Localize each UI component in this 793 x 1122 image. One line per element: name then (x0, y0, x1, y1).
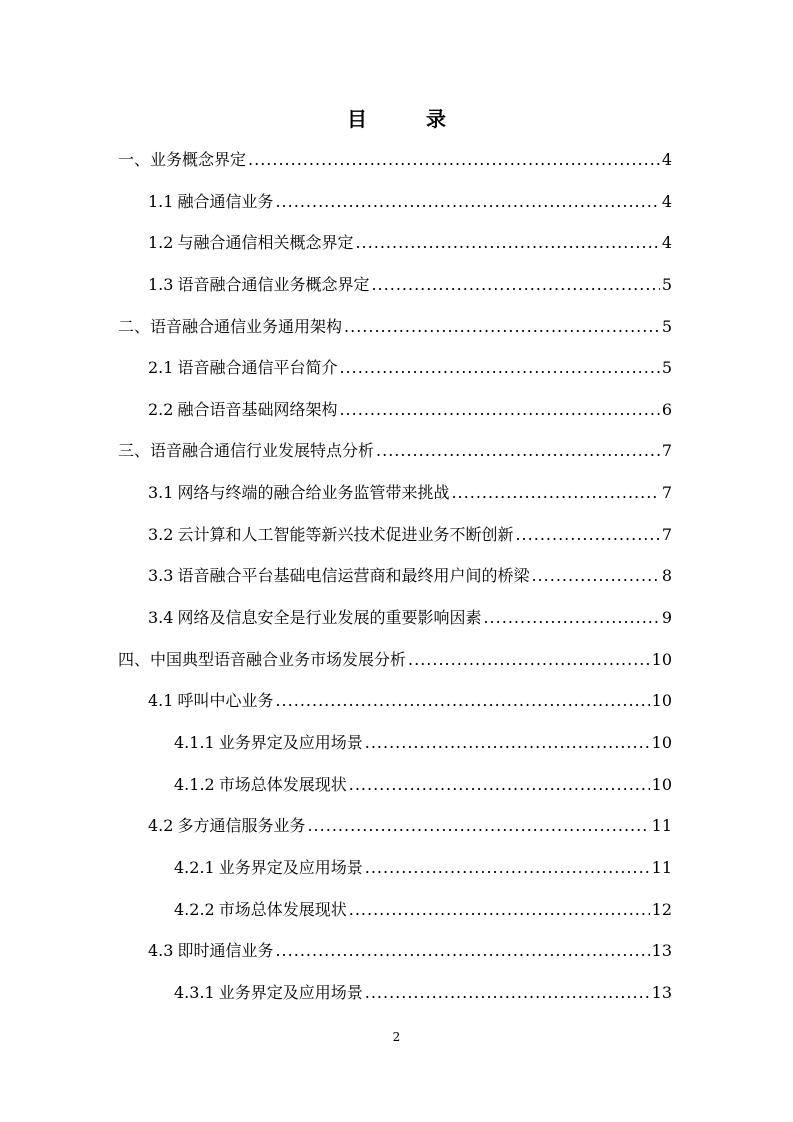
dot-leader (483, 597, 659, 639)
toc-entry[interactable] (118, 389, 672, 431)
dot-leader (515, 514, 659, 556)
dot-leader (365, 847, 650, 889)
toc-entry-page: 10 (651, 774, 672, 794)
dot-leader (349, 889, 650, 931)
toc-entry-number: 1.1 (148, 191, 174, 211)
toc-entry-number: 4.1.1 (174, 732, 215, 752)
toc-entry-title: 业务界定及应用场景 (218, 857, 363, 877)
dot-leader (339, 347, 659, 389)
toc-entry-title: 语音融合通信业务通用架构 (150, 316, 343, 336)
toc-entry[interactable] (118, 722, 672, 764)
toc-entry[interactable] (118, 889, 672, 931)
dot-leader (248, 139, 660, 181)
toc-entry-title: 市场总体发展现状 (218, 899, 347, 919)
dot-leader (355, 222, 659, 264)
toc-entry[interactable] (118, 555, 672, 597)
dot-leader (275, 181, 659, 223)
toc-entry-page: 4 (661, 191, 672, 211)
toc-entry-page: 8 (661, 566, 672, 586)
toc-entry-title: 融合语音基础网络架构 (177, 399, 338, 419)
dot-leader (365, 722, 650, 764)
toc-entry-page: 11 (651, 857, 672, 877)
toc-entry-title: 市场总体发展现状 (218, 774, 347, 794)
toc-entry-number: 4.3 (148, 941, 174, 961)
toc-entry-number: 4.2.1 (174, 857, 215, 877)
toc-entry-title: 多方通信服务业务 (177, 816, 306, 836)
toc-entry-title: 即时通信业务 (177, 941, 274, 961)
toc-entry[interactable] (118, 139, 672, 181)
dot-leader (307, 805, 649, 847)
toc-entry-title: 云计算和人工智能等新兴技术促进业务不断创新 (177, 524, 514, 544)
toc-entry-title: 融合通信业务 (177, 191, 274, 211)
toc-entry-page: 5 (661, 316, 672, 336)
toc-entry-page: 11 (651, 816, 672, 836)
dot-leader (451, 472, 659, 514)
toc-entry-number: 四、 (118, 649, 151, 669)
toc-entry-number: 二、 (118, 316, 151, 336)
toc-entry-page: 7 (661, 483, 672, 503)
toc-entry[interactable] (118, 181, 672, 223)
toc-entry-page: 6 (661, 399, 672, 419)
toc-title: 目 录 (347, 107, 472, 131)
toc-entry-title: 语音融合通信平台简介 (177, 358, 338, 378)
dot-leader (275, 680, 649, 722)
toc-entry-number: 三、 (118, 441, 151, 461)
toc-entry-number: 4.1 (148, 691, 174, 711)
toc-entry-number: 2.1 (148, 358, 174, 378)
toc-entry[interactable] (118, 972, 672, 1014)
dot-leader (349, 764, 650, 806)
toc-entry-number: 4.3.1 (174, 982, 215, 1002)
toc-entry-number: 3.4 (148, 608, 174, 628)
toc-entry-page: 5 (661, 358, 672, 378)
toc-entry-page: 4 (661, 233, 672, 253)
dot-leader (365, 972, 650, 1014)
toc-entry-number: 3.1 (148, 483, 174, 503)
dot-leader (408, 639, 650, 681)
toc-entry-title: 网络与终端的融合给业务监管带来挑战 (177, 483, 450, 503)
page-number: 2 (392, 1030, 401, 1044)
toc-entry-title: 语音融合通信行业发展特点分析 (150, 441, 375, 461)
dot-leader (376, 430, 660, 472)
toc-entry-title: 业务界定及应用场景 (218, 982, 363, 1002)
toc-entry-page: 7 (661, 524, 672, 544)
toc-entry[interactable] (118, 639, 672, 681)
toc-entry-title: 网络及信息安全是行业发展的重要影响因素 (177, 608, 482, 628)
toc-entry-title: 呼叫中心业务 (177, 691, 274, 711)
toc-entry-number: 一、 (118, 150, 151, 169)
toc-entry-page: 9 (661, 608, 672, 628)
toc-entry[interactable] (118, 306, 672, 348)
toc-entry[interactable] (118, 347, 672, 389)
toc-entry-number: 3.3 (148, 566, 174, 586)
toc-entry-title: 语音融合平台基础电信运营商和最终用户间的桥梁 (177, 566, 530, 586)
toc-entry-title: 业务概念界定 (150, 150, 247, 169)
dot-leader (371, 264, 659, 306)
toc-entry-page: 10 (651, 649, 672, 669)
toc-entry-number: 4.1.2 (174, 774, 215, 794)
dot-leader (275, 930, 649, 972)
toc-entry-number: 2.2 (148, 399, 174, 419)
toc-entry-number: 4.2 (148, 816, 174, 836)
toc-entry-number: 1.2 (148, 233, 174, 253)
toc-entry[interactable] (118, 514, 672, 556)
table-of-contents (118, 139, 672, 1013)
toc-entry-page: 4 (661, 150, 672, 169)
toc-entry[interactable] (118, 597, 672, 639)
dot-leader (339, 389, 659, 431)
toc-entry[interactable] (118, 764, 672, 806)
toc-entry[interactable] (118, 680, 672, 722)
toc-entry-number: 1.3 (148, 274, 174, 294)
dot-leader (531, 555, 659, 597)
toc-entry-page: 5 (661, 274, 672, 294)
toc-entry[interactable] (118, 930, 672, 972)
toc-entry-page: 13 (651, 982, 672, 1002)
toc-entry[interactable] (118, 430, 672, 472)
toc-entry-title: 语音融合通信业务概念界定 (177, 274, 370, 294)
toc-entry-number: 3.2 (148, 524, 174, 544)
toc-entry[interactable] (118, 472, 672, 514)
toc-entry-page: 7 (661, 441, 672, 461)
toc-entry-page: 10 (651, 691, 672, 711)
toc-entry[interactable] (118, 264, 672, 306)
toc-entry-title: 中国典型语音融合业务市场发展分析 (150, 649, 407, 669)
toc-entry-title: 业务界定及应用场景 (218, 732, 363, 752)
dot-leader (344, 306, 660, 348)
toc-entry-page: 12 (651, 899, 672, 919)
toc-entry-number: 4.2.2 (174, 899, 215, 919)
toc-entry-page: 10 (651, 732, 672, 752)
toc-entry[interactable] (118, 805, 672, 847)
toc-entry[interactable] (118, 847, 672, 889)
toc-entry[interactable] (118, 222, 672, 264)
toc-entry-page: 13 (651, 941, 672, 961)
toc-entry-title: 与融合通信相关概念界定 (177, 233, 354, 253)
